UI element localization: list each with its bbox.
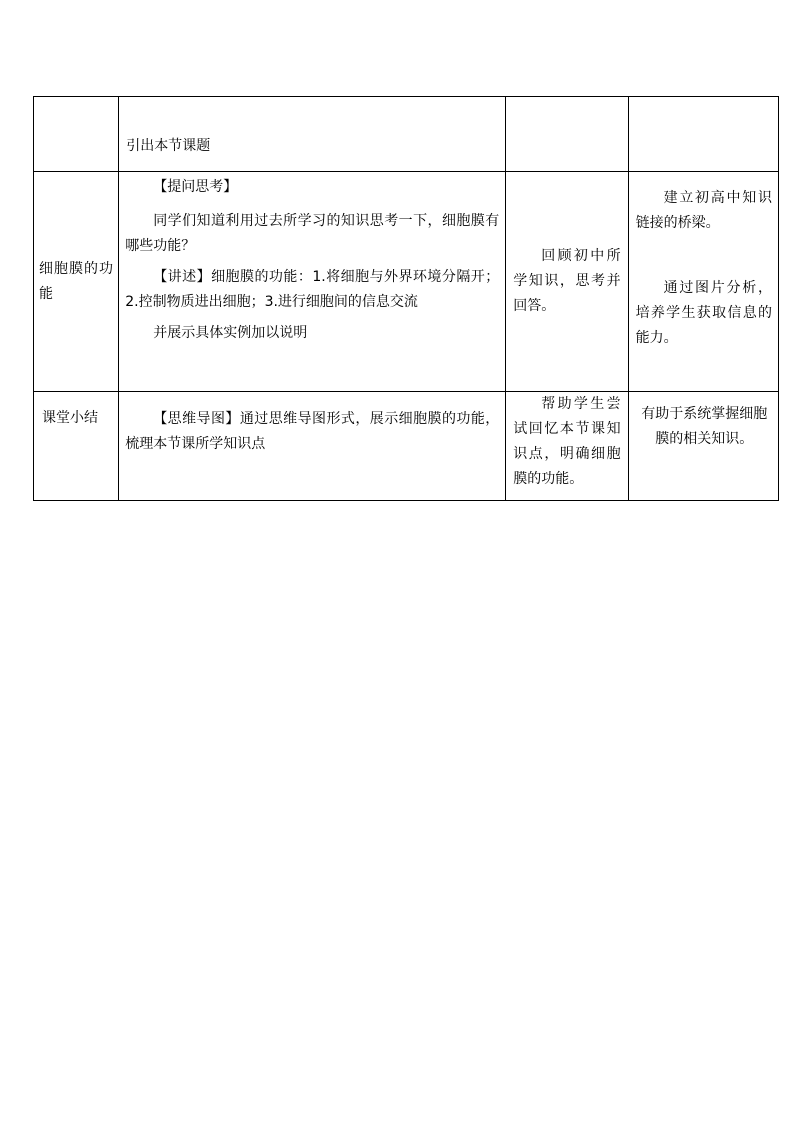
intro-topic-text: 引出本节课题 (126, 138, 211, 154)
row2-col1 (34, 172, 119, 392)
table-row (34, 172, 779, 392)
mindmap-text: 通过思维导图形式，展示细胞膜的功能，梳理本节课所学知识点 (125, 411, 500, 452)
table-row (34, 392, 779, 501)
row2-col2 (119, 172, 506, 392)
lecture-paragraph (125, 265, 499, 315)
student-activity-text: 回顾初中所学知识，思考并回答。 (513, 248, 621, 314)
table-row (34, 97, 779, 172)
lecture-text: 细胞膜的功能：1.将细胞与外界环境分隔开；2.控制物质进出细胞；3.进行细胞间的信息交流 (125, 269, 500, 310)
summary-design-intent: 有助于系统掌握细胞膜的相关知识。 (641, 406, 768, 447)
mindmap-paragraph (125, 407, 499, 457)
example-text: 并展示具体实例加以说明 (153, 325, 308, 341)
row1-col4 (628, 97, 778, 172)
lesson-plan-table (33, 96, 779, 501)
question-heading: 【提问思考】 (153, 179, 238, 195)
row3-col4 (628, 392, 778, 501)
question-text: 同学们知道利用过去所学习的知识思考一下，细胞膜有哪些功能？ (125, 213, 500, 254)
row1-col1 (34, 97, 119, 172)
section-label-summary: 课堂小结 (42, 410, 98, 426)
row3-col1 (34, 392, 119, 501)
section-label-membrane-function: 细胞膜的功能 (39, 260, 114, 302)
mindmap-tag: 【思维导图】 (153, 411, 240, 427)
lecture-tag: 【讲述】 (153, 269, 212, 285)
row2-col3 (506, 172, 628, 392)
row2-col4 (628, 172, 778, 392)
summary-student-activity: 帮助学生尝试回忆本节课知识点，明确细胞膜的功能。 (513, 396, 621, 487)
design-intent-image-analysis: 通过图片分析，培养学生获取信息的能力。 (635, 280, 772, 346)
row3-col3 (506, 392, 628, 501)
row3-col2 (119, 392, 506, 501)
design-intent-bridge: 建立初高中知识链接的桥梁。 (635, 190, 772, 231)
row1-col2 (119, 97, 506, 172)
row1-col3 (506, 97, 628, 172)
